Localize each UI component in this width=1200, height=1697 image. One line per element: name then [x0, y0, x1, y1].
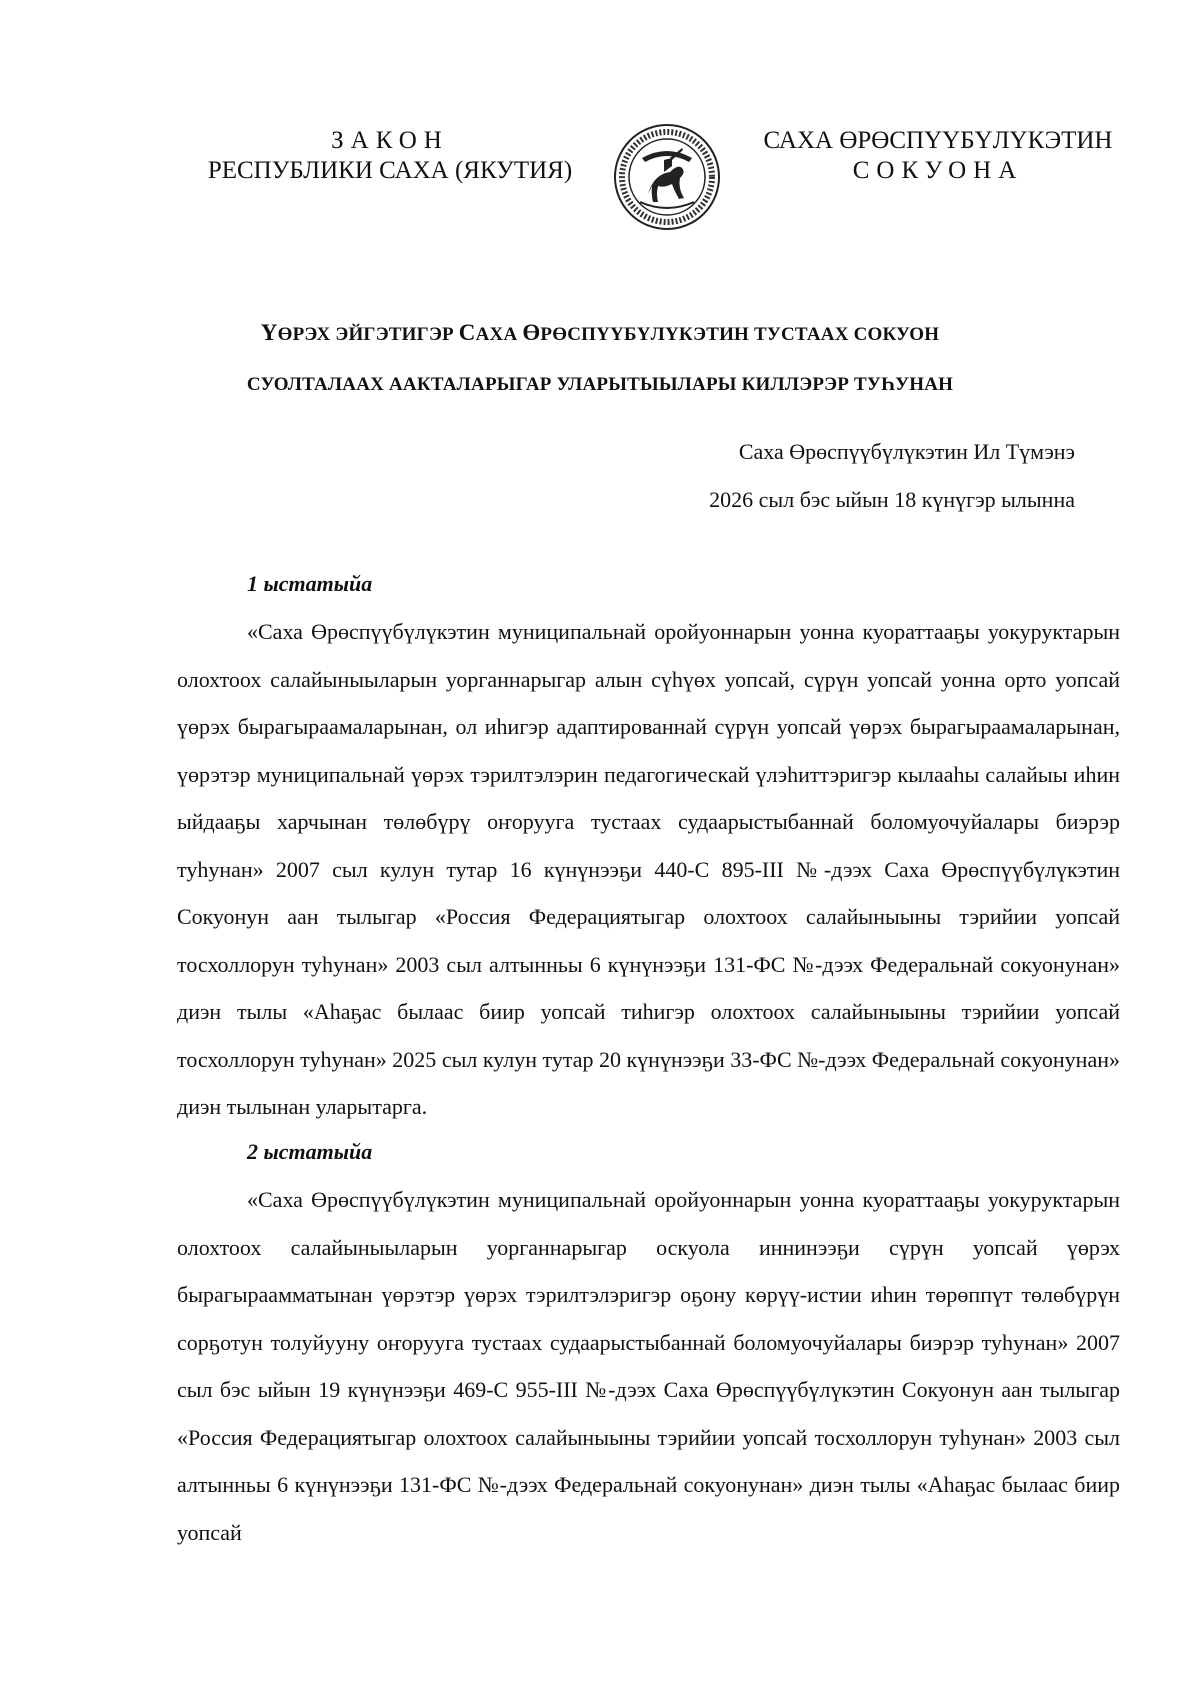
- title-part-1: ӨРЭХ ЭЙГЭТИГЭР: [277, 324, 459, 345]
- title-initial-1: Ү: [260, 320, 278, 345]
- article-text: «Саха Өрөспүүбүлүкэтин муниципальнай оройуоннарын уонна куораттааҕы уокуруктарын олохтоох салайыныыларын уорганнарыгар алын сүһүөх уопсай, сүрүн уопсай уонна орто уопсай үөрэх бырагыраамаларынан, ол иһигэр адаптированнай сүрүн уопсай үөрэх бырагыраамаларынан, үөрэтэр муниципальнай үөрэх тэрилтэлэрин педагогическай үлэһиттэригэр кылааһы салайыы иһин ыйдааҕы харчынан төлөбүрү оҥорууга тустаах судаарыстыбаннай боломуочуйалары биэрэр туһунан» 2007 сыл кулун тутар 16 күнүнээҕи 440-С 895-III №-дээх Саха Өрөспүүбүлүкэтин Сокуонун аан тылыгар «Россия Федерациятыгар олохтоох салайыныыны тэрийии уопсай тосхоллорун туһунан» 2003 сыл алтынньы 6 күнүнээҕи 131-ФС №-дээх Федеральнай сокуонунан» диэн тылы «Аһаҕас былаас биир уопсай тиһигэр олохтоох салайыныыны тэрийии уопсай тосхоллорун туһунан» 2025 сыл кулун тутар 20 күнүнээҕи 33-ФС №-дээх Федеральнай сокуонунан» диэн тылынан уларытарга.: [177, 619, 1120, 1119]
- header-right-subtitle: СОКУОНА: [852, 157, 1024, 184]
- title-part-2: АХА: [475, 324, 523, 345]
- title-initial-2: С: [458, 320, 476, 345]
- title-initial-3: Ө: [522, 320, 541, 345]
- article-1: [177, 566, 1120, 1131]
- article-text: «Саха Өрөспүүбүлүкэтин муниципальнай оройуоннарын уонна куораттааҕы уокуруктарын олохтоох салайыныыларын уорганнарыгар оскуола иннинээҕи сүрүн уопсай үөрэх бырагыраамматынан үөрэтэр үөрэх тэрилтэлэригэр оҕону көрүү-истии иһин төрөппүт төлөбүрүн сорҕотун толуйууну оҥорууга тустаах судаарыстыбаннай боломуочуйалары биэрэр туһунан» 2007 сыл бэс ыйын 19 күнүнээҕи 469-С 955-III №-дээх Саха Өрөспүүбүлүкэтин Сокуонун аан тылыгар «Россия Федерациятыгар олохтоох салайыныыны тэрийии уопсай тосхоллорун туһунан» 2003 сыл алтынньы 6 күнүнээҕи 131-ФС №-дээх Федеральнай сокуонунан» диэн тылы «Аһаҕас былаас биир уопсай: [177, 1187, 1120, 1545]
- adoption-note: [709, 428, 1075, 524]
- article-heading: 1 ыстатыйа: [247, 571, 373, 596]
- header-left: [190, 126, 590, 186]
- coat-of-arms-emblem-icon: [612, 122, 722, 232]
- document-header: [0, 122, 1200, 232]
- title-part-3: РӨСПҮҮБҮЛҮКЭТИН ТУСТААХ СОКУОН: [540, 324, 940, 345]
- article-heading: 2 ыстатыйа: [247, 1139, 373, 1164]
- law-title-line2: СУОЛТАЛААХ ААКТАЛАРЫГАР УЛАРЫТЫЫЛАРЫ КИЛЛЭРЭР ТУҺУНАН: [246, 374, 954, 395]
- adoption-body: Саха Өрөспүүбүлүкэтин Ил Түмэнэ: [738, 439, 1075, 464]
- law-title-line1: [160, 308, 1040, 360]
- article-2: [177, 1134, 1120, 1556]
- header-left-subtitle: РЕСПУБЛИКИ САХА (ЯКУТИЯ): [207, 157, 573, 184]
- law-title: [160, 308, 1040, 410]
- header-right: [758, 126, 1118, 186]
- adoption-date: 2026 сыл бэс ыйын 18 күнүгэр ылынна: [709, 487, 1075, 512]
- header-left-title: ЗАКОН: [331, 127, 449, 154]
- header-right-title: САХА ӨРӨСПҮҮБҮЛҮКЭТИН: [763, 127, 1113, 154]
